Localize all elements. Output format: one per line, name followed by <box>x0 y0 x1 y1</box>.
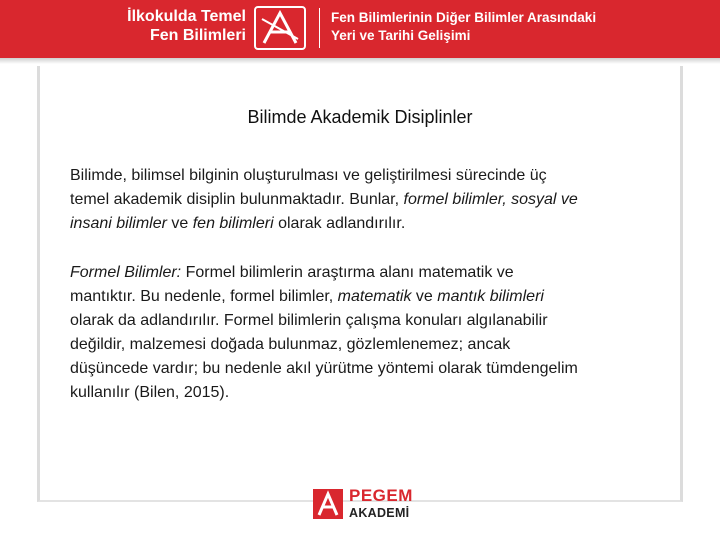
publisher-name: PEGEM <box>349 486 413 505</box>
chapter-title-line1: Fen Bilimlerinin Diğer Bilimler Arasındaki <box>331 10 597 25</box>
formal-sciences-paragraph <box>70 261 670 405</box>
book-logo-icon <box>252 5 308 51</box>
banner-divider <box>319 8 320 48</box>
formal-line-2: mantıktır. Bu nedenle, formel bilimler, matematik ve mantık bilimleri <box>70 288 544 305</box>
banner-shadow <box>0 58 720 64</box>
formal-line-5: düşüncede vardır; bu nedenle akıl yürütme yöntemi olarak tümdengelim <box>70 360 578 377</box>
header-banner <box>0 0 720 58</box>
book-title-line2: Fen Bilimleri <box>149 27 246 44</box>
slide-title: Bilimde Akademik Disiplinler <box>247 107 473 127</box>
chapter-title-line2: Yeri ve Tarihi Gelişimi <box>331 28 471 43</box>
intro-line-3: insani bilimler ve fen bilimleri olarak adlandırılır. <box>70 215 406 232</box>
publisher-logo-icon <box>312 488 344 520</box>
intro-line-1: Bilimde, bilimsel bilginin oluşturulması ve geliştirilmesi sürecinde üç <box>70 167 547 184</box>
book-title-line1: İlkokulda Temel <box>127 8 246 25</box>
intro-paragraph <box>70 164 670 236</box>
formal-line-4: değildir, malzemesi doğada bulunmaz, gözlemlenemez; ancak <box>70 336 511 353</box>
publisher-logo <box>312 486 432 524</box>
formal-line-1: Formel Bilimler: Formel bilimlerin araştırma alanı matematik ve <box>70 264 514 281</box>
book-title <box>120 7 246 45</box>
publisher-subname: AKADEMİ <box>349 506 410 520</box>
chapter-title <box>331 9 661 45</box>
intro-line-2: temel akademik disiplin bulunmaktadır. Bunlar, formel bilimler, sosyal ve <box>70 191 578 208</box>
formal-line-6: kullanılır (Bilen, 2015). <box>70 384 230 401</box>
formal-line-3: olarak da adlandırılır. Formel bilimlerin çalışma konuları algılanabilir <box>70 312 548 329</box>
